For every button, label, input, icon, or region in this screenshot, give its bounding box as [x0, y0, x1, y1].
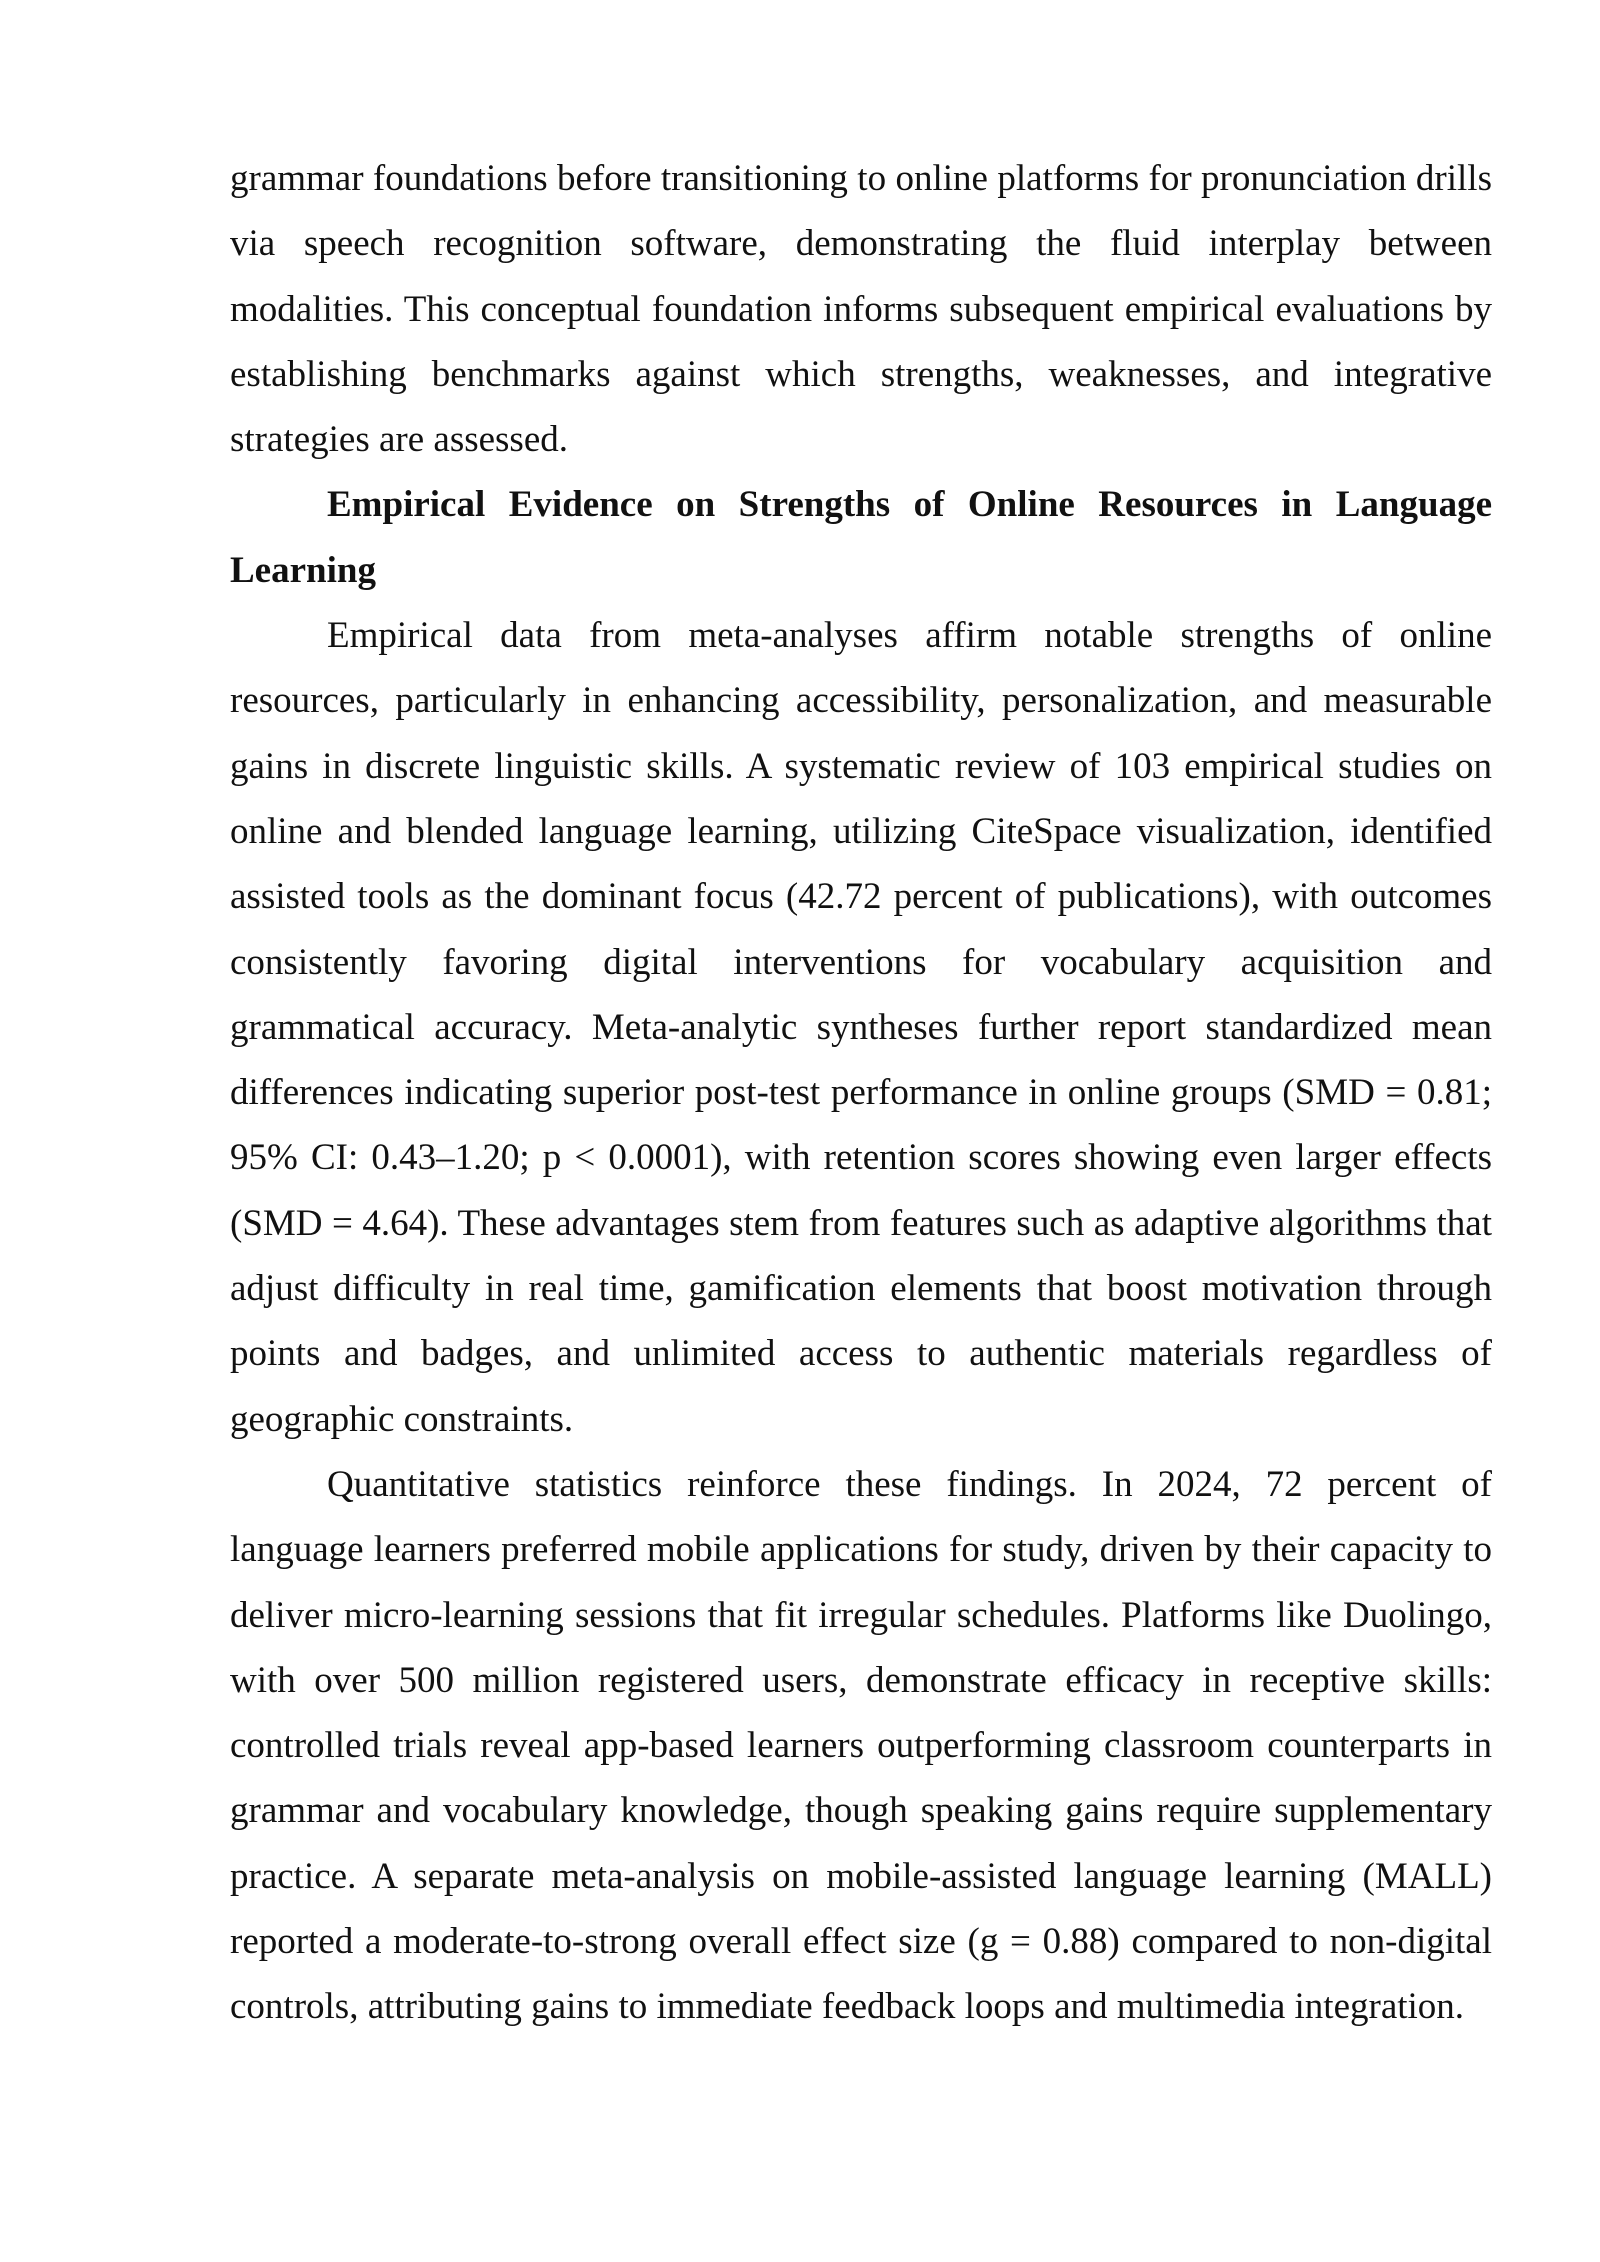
body-paragraph-meta-analyses: Empirical data from meta-analyses affirm notable strengths of online resources, particularly in enhancing accessibility, personalization, and measurable gains in discrete linguistic skills. A systematic review of 103 empirical studies on online and blended language learning, utilizing CiteSpace visualization, identified assisted tools as the dominant focus (42.72 percent of publications), with outcomes consistently favoring digital interventions for vocabulary acquisition and grammatical accuracy. Meta-analytic syntheses further report standardized mean differences indicating superior post-test performance in online groups (SMD = 0.81; 95% CI: 0.43–1.20; p < 0.0001), with retention scores showing even larger effects (SMD = 4.64). These advantages stem from features such as adaptive algorithms that adjust difficulty in real time, gamification elements that boost motivation through points and badges, and unlimited access to authentic materials regardless of geographic constraints.: [230, 615, 1492, 1440]
section-heading: Empirical Evidence on Strengths of Online Resources in Language Learning: [230, 484, 1492, 591]
body-paragraph-continuation: grammar foundations before transitioning to online platforms for pronunciation drills via speech recognition software, demonstrating the fluid interplay between modalities. This conceptual foundation informs subsequent empirical evaluations by establishing benchmarks against which strengths, weaknesses, and integrative strategies are assessed.: [230, 158, 1492, 461]
document-page: [230, 146, 1492, 2040]
body-paragraph-quantitative: Quantitative statistics reinforce these findings. In 2024, 72 percent of language learners preferred mobile applications for study, driven by their capacity to deliver micro-learning sessions that fit irregular schedules. Platforms like Duolingo, with over 500 million registered users, demonstrate efficacy in receptive skills: controlled trials reveal app-based learners outperforming classroom counterparts in grammar and vocabulary knowledge, though speaking gains require supplementary practice. A separate meta-analysis on mobile-assisted language learning (MALL) reported a moderate-to-strong overall effect size (g = 0.88) compared to non-digital controls, attributing gains to immediate feedback loops and multimedia integration.: [230, 1463, 1492, 2028]
